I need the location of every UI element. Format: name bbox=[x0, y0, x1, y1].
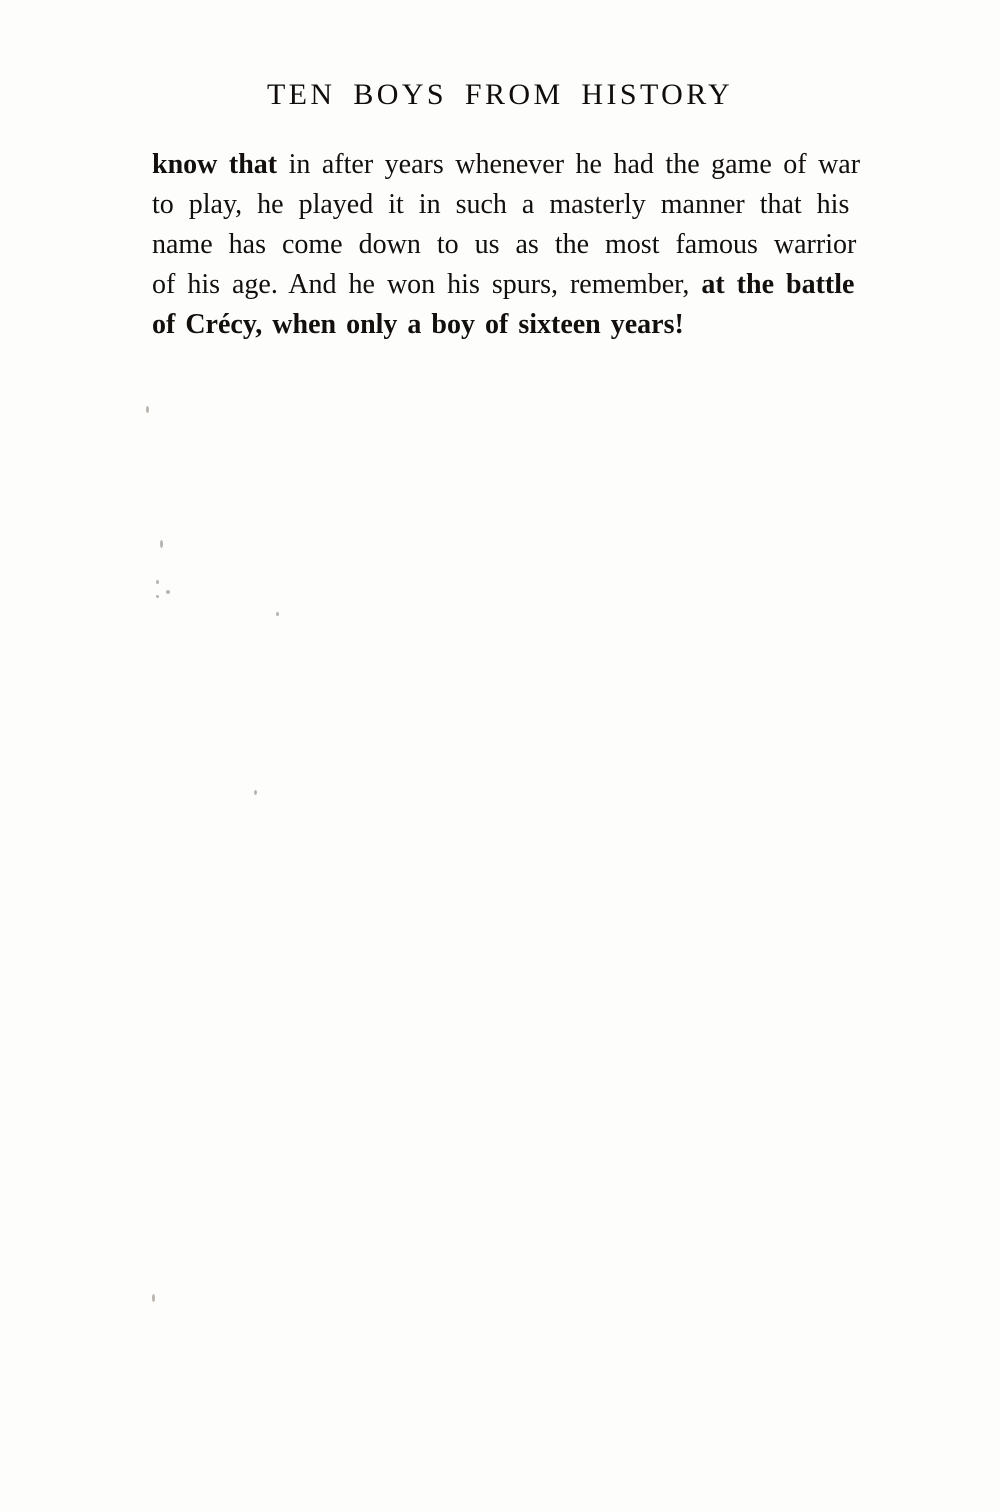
scan-speckle bbox=[160, 540, 163, 548]
scan-speckle bbox=[146, 406, 149, 413]
line-segment-normal: of his age. And he won his spurs, remember, bbox=[152, 269, 702, 300]
paragraph-line bbox=[152, 265, 984, 305]
paragraph-line bbox=[152, 145, 984, 185]
line-segment-normal: to play, he played it in such a masterly manner that his bbox=[152, 189, 850, 220]
scan-speckle bbox=[156, 580, 159, 584]
paragraph-line bbox=[152, 225, 984, 265]
line-segment-normal: name has come down to us as the most famous warrior bbox=[152, 229, 857, 260]
scan-speckle bbox=[156, 595, 159, 598]
paragraph-line bbox=[152, 185, 984, 225]
running-head: TEN BOYS FROM HISTORY bbox=[266, 78, 734, 111]
scan-speckle bbox=[254, 790, 257, 795]
line-segment-normal: in after years whenever he had the game of war bbox=[277, 149, 861, 180]
line-segment-bold: at the battle bbox=[701, 269, 855, 300]
line-segment-bold: of Crécy, when only a boy of sixteen years! bbox=[152, 309, 684, 340]
line-segment-bold: know that bbox=[152, 149, 278, 180]
body-paragraph bbox=[152, 145, 984, 345]
scan-speckle bbox=[166, 590, 170, 594]
scan-speckle bbox=[276, 612, 279, 616]
paragraph-line bbox=[152, 305, 984, 345]
scan-speckle bbox=[152, 1294, 155, 1302]
